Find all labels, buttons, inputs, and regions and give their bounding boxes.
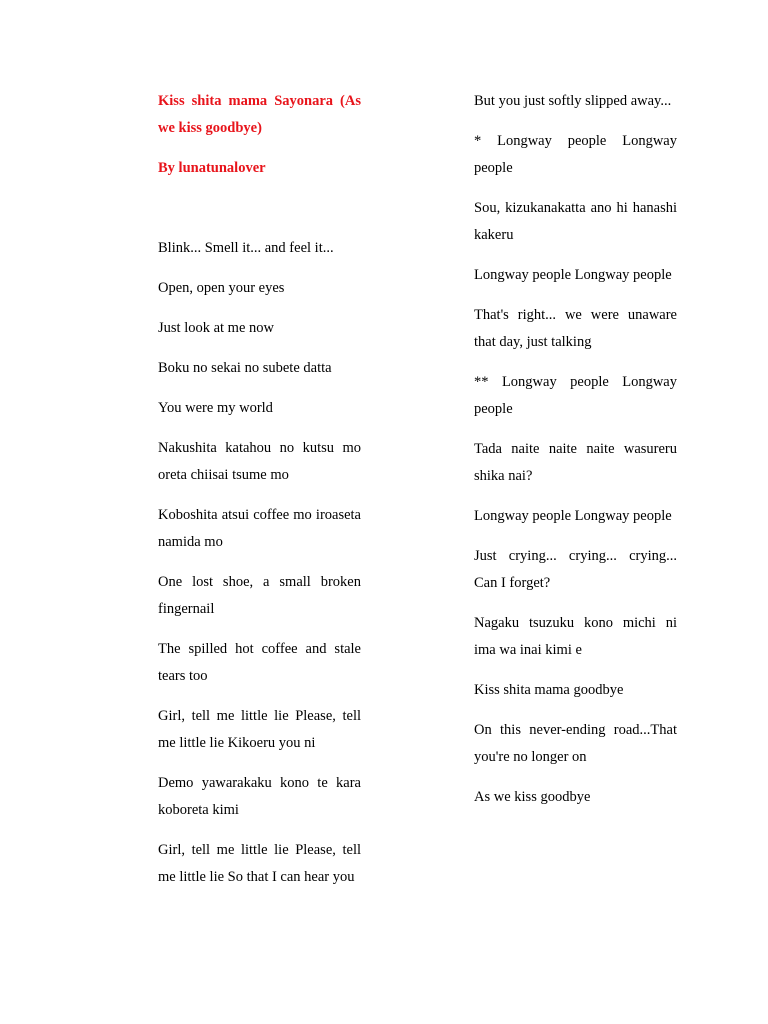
lyric-line: Longway people Longway people — [474, 508, 672, 524]
lyric-line: You were my world — [158, 400, 273, 416]
lyric-line: Tada naite naite naite wasureru shika nai? — [474, 441, 677, 484]
lyric-line: Nakushita katahou no kutsu mo oreta chiisai tsume mo — [158, 440, 361, 483]
lyric-line: Kiss shita mama goodbye — [474, 682, 624, 698]
lyric-line: ** Longway people Longway people — [474, 374, 677, 417]
lyric-line: * Longway people Longway people — [474, 133, 677, 176]
right-column — [474, 88, 677, 824]
lyric-line: The spilled hot coffee and stale tears too — [158, 641, 361, 684]
author-byline: By lunatunalover — [158, 160, 266, 176]
left-column — [158, 88, 361, 904]
lyric-line: Koboshita atsui coffee mo iroaseta namida mo — [158, 507, 361, 550]
lyric-line: As we kiss goodbye — [474, 789, 591, 805]
lyric-line: Demo yawarakaku kono te kara koboreta kimi — [158, 775, 361, 818]
lyric-line: Blink... Smell it... and feel it... — [158, 240, 334, 256]
lyric-line: On this never-ending road...That you're no longer on — [474, 722, 677, 765]
lyric-line: That's right... we were unaware that day, just talking — [474, 307, 677, 350]
lyric-line: But you just softly slipped away... — [474, 93, 672, 109]
lyric-line: Just crying... crying... crying... Can I forget? — [474, 548, 677, 591]
lyric-line: Longway people Longway people — [474, 267, 672, 283]
lyric-line: Nagaku tsuzuku kono michi ni ima wa inai kimi e — [474, 615, 677, 658]
lyric-line: Sou, kizukanakatta ano hi hanashi kakeru — [474, 200, 677, 243]
lyric-line: Open, open your eyes — [158, 280, 285, 296]
lyric-line: Just look at me now — [158, 320, 274, 336]
lyric-line: One lost shoe, a small broken fingernail — [158, 574, 361, 617]
lyric-line: Girl, tell me little lie Please, tell me little lie Kikoeru you ni — [158, 708, 361, 751]
lyric-line: Boku no sekai no subete datta — [158, 360, 332, 376]
lyric-line: Girl, tell me little lie Please, tell me little lie So that I can hear you — [158, 842, 361, 885]
song-title: Kiss shita mama Sayonara (As we kiss goodbye) — [158, 93, 361, 136]
